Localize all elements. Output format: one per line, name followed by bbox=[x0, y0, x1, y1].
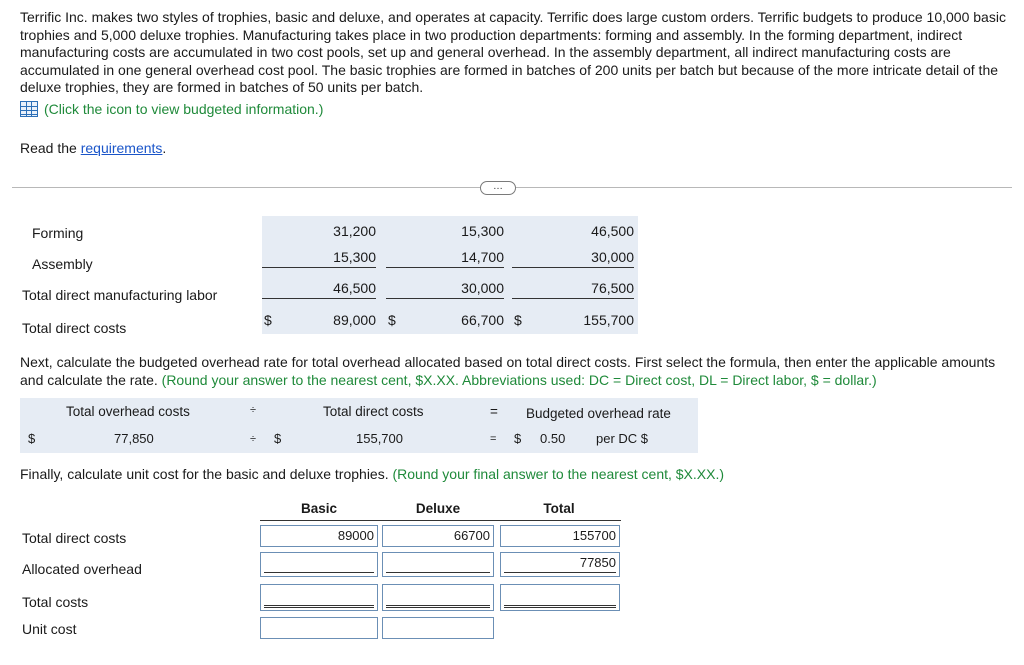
formula-header-rate: Budgeted overhead rate bbox=[526, 406, 671, 421]
overhead-currency: $ bbox=[28, 431, 36, 446]
direct-costs-basic: 89,000 bbox=[333, 312, 376, 328]
rate-value-input[interactable]: 0.50 bbox=[540, 431, 566, 446]
unit-row-label-unit-cost: Unit cost bbox=[22, 621, 77, 637]
overhead-value-input[interactable]: 77,850 bbox=[114, 431, 154, 446]
row-label-total-dml: Total direct manufacturing labor bbox=[22, 287, 218, 303]
direct-costs-basic-input[interactable]: 89000 bbox=[260, 525, 378, 547]
col-header-total: Total bbox=[543, 501, 575, 516]
unit-row-label-overhead: Allocated overhead bbox=[22, 561, 142, 577]
formula-divide: ÷ bbox=[250, 433, 257, 445]
formula-equals: = bbox=[490, 433, 497, 445]
labor-basic-total: 46,500 bbox=[262, 280, 376, 299]
problem-text: Terrific Inc. makes two styles of trophies, basic and deluxe, and operates at capacity. Terrific does large custom orders. Terrific budgets to produce 10,000 basic trophies and 5,000 deluxe trophies. Manufacturing takes place in two production departments: forming and assembly. In the forming department, indirect manufacturing costs are accumulated in two cost pools, set up and general overhead. In the assembly department, all indirect manufacturing costs are accumulated in one general overhead cost pool. The basic trophies are formed in batches of 200 units per batch but because of the more intricate detail of the deluxe trophies, they are formed in batches of 50 units per batch. bbox=[20, 9, 1006, 96]
read-requirements: Read the requirements. bbox=[20, 140, 167, 156]
labor-basic-forming: 31,200 bbox=[333, 223, 376, 239]
total-costs-deluxe-input[interactable] bbox=[382, 584, 494, 611]
formula-header-direct-costs: Total direct costs bbox=[323, 404, 424, 419]
rate-instruction: Next, calculate the budgeted overhead rate for total overhead allocated based on total direct costs. First select the formula, then enter the applicable amounts and calculate the rate. (Round your answer to the nearest cent, $X.XX. Abbreviations used: DC = Direct cost, DL = Direct labor, $ = dollar.) bbox=[20, 354, 996, 388]
direct-currency: $ bbox=[274, 431, 282, 446]
labor-deluxe-total: 30,000 bbox=[386, 280, 504, 299]
total-costs-total-input[interactable] bbox=[500, 584, 620, 611]
unit-instruction: Finally, calculate unit cost for the basic and deluxe trophies. (Round your final answer to the nearest cent, $X.XX.) bbox=[20, 466, 725, 482]
formula-header-overhead: Total overhead costs bbox=[66, 404, 190, 419]
col-header-deluxe: Deluxe bbox=[415, 501, 461, 516]
direct-costs-total-input[interactable]: 155700 bbox=[500, 525, 620, 547]
rate-currency: $ bbox=[514, 431, 522, 446]
overhead-basic-input[interactable] bbox=[260, 552, 378, 577]
direct-costs-total: 155,700 bbox=[583, 312, 634, 328]
labor-total-forming: 46,500 bbox=[591, 223, 634, 239]
unit-cost-deluxe-input[interactable] bbox=[382, 617, 494, 639]
overhead-total-input[interactable]: 77850 bbox=[500, 552, 620, 577]
currency-basic: $ bbox=[264, 312, 272, 328]
total-costs-basic-input[interactable] bbox=[260, 584, 378, 611]
col-header-basic: Basic bbox=[300, 501, 338, 516]
currency-deluxe: $ bbox=[388, 312, 396, 328]
direct-costs-value-input[interactable]: 155,700 bbox=[356, 431, 403, 446]
rate-unit-select[interactable]: per DC $ bbox=[596, 431, 649, 446]
header-rule bbox=[260, 520, 621, 521]
requirements-link[interactable]: requirements bbox=[80, 140, 163, 156]
formula-header-equals: = bbox=[490, 404, 498, 419]
labor-total-assembly: 30,000 bbox=[512, 249, 634, 268]
expand-button[interactable]: … bbox=[480, 181, 516, 195]
direct-costs-deluxe-input[interactable]: 66700 bbox=[382, 525, 494, 547]
budget-info-link[interactable] bbox=[20, 101, 323, 117]
overhead-deluxe-input[interactable] bbox=[382, 552, 494, 577]
unit-row-label-direct: Total direct costs bbox=[22, 530, 127, 546]
row-label-assembly: Assembly bbox=[32, 256, 93, 272]
labor-basic-assembly: 15,300 bbox=[262, 249, 376, 268]
row-label-forming: Forming bbox=[32, 225, 84, 241]
table-icon[interactable] bbox=[20, 101, 38, 117]
unit-cost-basic-input[interactable] bbox=[260, 617, 378, 639]
direct-costs-deluxe: 66,700 bbox=[461, 312, 504, 328]
formula-header-divide: ÷ bbox=[250, 404, 257, 416]
labor-deluxe-forming: 15,300 bbox=[461, 223, 504, 239]
currency-total: $ bbox=[514, 312, 522, 328]
labor-deluxe-assembly: 14,700 bbox=[386, 249, 504, 268]
budget-info-link-text[interactable]: (Click the icon to view budgeted information.) bbox=[44, 101, 324, 117]
row-label-total-direct-costs: Total direct costs bbox=[22, 320, 127, 336]
labor-total-total: 76,500 bbox=[512, 280, 634, 299]
unit-row-label-total: Total costs bbox=[22, 594, 89, 610]
